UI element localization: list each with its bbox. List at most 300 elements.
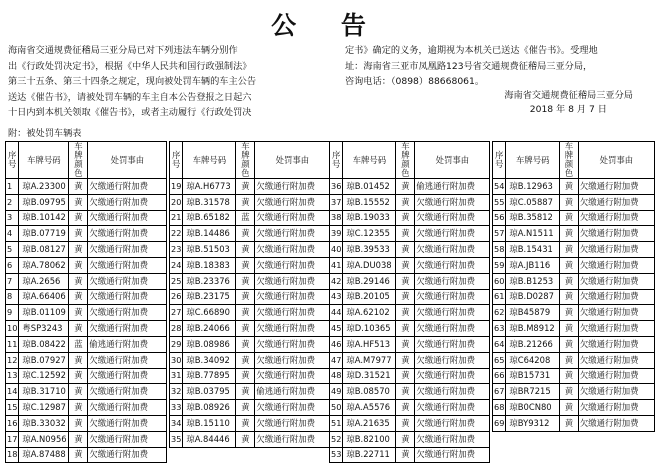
row-reason: 欠缴通行附加费 [578,210,654,226]
row-color: 黄 [69,368,88,384]
row-reason: 欠缴通行附加费 [415,384,490,400]
table-row [6,384,167,400]
row-color: 黄 [396,194,415,210]
header-seq: 序号 [330,142,343,179]
row-seq: 53 [330,447,343,463]
table-row [170,242,330,258]
table-row [493,305,655,321]
row-plate: 琼B.B1253 [506,273,560,289]
notice-title: 公 告 [271,11,384,40]
row-seq: 35 [170,431,183,447]
table-row [6,447,167,463]
table-row [493,179,655,195]
row-reason: 欠缴通行附加费 [88,257,167,273]
row-color: 黄 [560,352,579,368]
row-reason: 欠缴通行附加费 [415,194,490,210]
row-color: 黄 [560,242,579,258]
row-plate: 琼B.M8912 [506,321,560,337]
row-reason: 欠缴通行附加费 [578,242,654,258]
table-row [6,210,167,226]
row-reason: 欠缴通行附加费 [415,226,490,242]
row-plate: 琼A.62102 [343,305,396,321]
table-row [170,384,330,400]
vehicle-table-1 [5,141,167,463]
row-plate: 琼B.15431 [506,242,560,258]
table-row [493,368,655,384]
table-row [170,352,330,368]
row-plate: 琼B.21266 [506,336,560,352]
row-plate: 琼B.08986 [183,336,236,352]
row-seq: 2 [6,194,19,210]
row-seq: 12 [6,352,19,368]
issuer-signature: 海南省交通规费征稽局三亚分局 [504,90,633,101]
row-reason: 欠缴通行附加费 [415,431,490,447]
row-reason: 欠缴通行附加费 [255,210,330,226]
row-plate: 琼B.34092 [183,352,236,368]
row-reason: 欠缴通行附加费 [578,400,654,416]
row-plate: 琼B.77895 [183,368,236,384]
row-color: 黄 [396,210,415,226]
row-seq: 25 [170,273,183,289]
header-plate: 车牌号码 [343,142,396,179]
row-color: 黄 [560,210,579,226]
row-reason: 欠缴通行附加费 [578,194,654,210]
row-plate: 琼A.JB116 [506,257,560,273]
table-row [330,431,490,447]
table-row [6,352,167,368]
table-row [493,384,655,400]
row-reason: 欠缴通行附加费 [255,400,330,416]
header-reason: 处罚事由 [88,142,167,179]
header-reason: 处罚事由 [255,142,330,179]
row-seq: 40 [330,242,343,258]
row-reason: 欠缴通行附加费 [415,415,490,431]
table-header-row [330,142,490,179]
table-row [493,336,655,352]
row-reason: 欠缴通行附加费 [255,415,330,431]
row-reason: 欠缴通行附加费 [255,431,330,447]
header-plate: 车牌号码 [19,142,69,179]
row-plate: 琼B.14486 [183,226,236,242]
row-plate: 琼B.29146 [343,273,396,289]
table-row [170,415,330,431]
row-seq: 44 [330,305,343,321]
row-color: 黄 [69,289,88,305]
row-color: 黄 [396,242,415,258]
row-color: 黄 [560,194,579,210]
row-seq: 57 [493,226,506,242]
row-reason: 欠缴通行附加费 [415,400,490,416]
row-seq: 51 [330,415,343,431]
table-row [330,384,490,400]
table-row [330,257,490,273]
row-plate: 琼B.08422 [19,336,69,352]
row-plate: 琼B.19033 [343,210,396,226]
row-seq: 17 [6,431,19,447]
row-reason: 欠缴通行附加费 [415,336,490,352]
row-plate: 琼B.20105 [343,289,396,305]
row-reason: 欠缴通行附加费 [88,273,167,289]
row-seq: 62 [493,305,506,321]
row-seq: 1 [6,179,19,195]
row-reason: 欠缴通行附加费 [255,336,330,352]
row-seq: 27 [170,305,183,321]
row-plate: 琼B.24066 [183,321,236,337]
row-plate: 琼A.84446 [183,431,236,447]
table-row [170,305,330,321]
table-row [170,400,330,416]
row-plate: 琼B15731 [506,368,560,384]
row-reason: 偷逃通行附加费 [88,336,167,352]
row-color: 黄 [560,305,579,321]
row-color: 黄 [396,352,415,368]
row-plate: 琼B.03795 [183,384,236,400]
row-color: 黄 [69,242,88,258]
header-seq: 序号 [6,142,19,179]
table-row [6,336,167,352]
row-plate: 琼B.82100 [343,431,396,447]
row-color: 黄 [236,194,255,210]
row-reason: 欠缴通行附加费 [255,257,330,273]
row-seq: 19 [170,179,183,195]
row-seq: 63 [493,321,506,337]
notice-paragraph-left [8,43,256,121]
row-color: 黄 [560,400,579,416]
row-plate: 琼A.N1511 [506,226,560,242]
row-seq: 61 [493,289,506,305]
row-plate: 琼B.08127 [19,242,69,258]
row-reason: 欠缴通行附加费 [88,431,167,447]
table-row [330,447,490,463]
row-seq: 65 [493,352,506,368]
table-row [170,257,330,273]
row-seq: 52 [330,431,343,447]
table-row [170,226,330,242]
row-color: 黄 [236,273,255,289]
table-row [330,415,490,431]
row-color: 黄 [560,384,579,400]
row-plate: 琼B.01109 [19,305,69,321]
row-reason: 欠缴通行附加费 [88,194,167,210]
row-color: 黄 [69,226,88,242]
row-plate: 琼B.31710 [19,384,69,400]
row-color: 黄 [560,368,579,384]
row-reason: 欠缴通行附加费 [88,305,167,321]
header-reason: 处罚事由 [578,142,654,179]
table-row [6,400,167,416]
row-plate: 琼A.DU038 [343,257,396,273]
row-color: 黄 [236,289,255,305]
table-row [170,273,330,289]
row-color: 黄 [69,321,88,337]
row-plate: 琼B.65182 [183,210,236,226]
row-seq: 29 [170,336,183,352]
row-reason: 欠缴通行附加费 [415,305,490,321]
table-row [6,289,167,305]
row-color: 黄 [69,305,88,321]
row-seq: 58 [493,242,506,258]
row-plate: 粤SP3243 [19,321,69,337]
row-seq: 14 [6,384,19,400]
row-plate: 琼B.35812 [506,210,560,226]
row-reason: 欠缴通行附加费 [578,305,654,321]
row-color: 蓝 [236,210,255,226]
row-color: 黄 [69,447,88,463]
row-plate: 琼B.07927 [19,352,69,368]
row-plate: 琼A.A5576 [343,400,396,416]
row-seq: 34 [170,415,183,431]
row-seq: 5 [6,242,19,258]
row-seq: 23 [170,242,183,258]
row-color: 黄 [560,257,579,273]
row-color: 黄 [396,400,415,416]
table-row [330,321,490,337]
row-color: 黄 [396,321,415,337]
row-color: 黄 [69,384,88,400]
row-seq: 10 [6,321,19,337]
row-color: 黄 [396,179,415,195]
table-row [6,431,167,447]
row-reason: 欠缴通行附加费 [255,289,330,305]
row-color: 黄 [236,431,255,447]
row-color: 蓝 [69,336,88,352]
row-plate: 琼C.12355 [343,226,396,242]
row-reason: 欠缴通行附加费 [578,352,654,368]
row-color: 黄 [236,415,255,431]
table-row [330,289,490,305]
row-reason: 欠缴通行附加费 [255,194,330,210]
row-color: 黄 [69,273,88,289]
row-plate: 琼A.66406 [19,289,69,305]
row-color: 黄 [396,384,415,400]
header-reason: 处罚事由 [415,142,490,179]
row-reason: 欠缴通行附加费 [415,273,490,289]
row-plate: 琼A.HF513 [343,336,396,352]
row-plate: 琼B.51503 [183,242,236,258]
row-color: 黄 [236,305,255,321]
row-reason: 欠缴通行附加费 [255,321,330,337]
table-row [330,305,490,321]
row-seq: 64 [493,336,506,352]
row-plate: 琼B.15552 [343,194,396,210]
row-plate: 琼B.08926 [183,400,236,416]
row-reason: 欠缴通行附加费 [88,368,167,384]
row-reason: 欠缴通行附加费 [578,289,654,305]
row-plate: 琼C.05887 [506,194,560,210]
row-seq: 33 [170,400,183,416]
row-reason: 欠缴通行附加费 [415,321,490,337]
row-plate: 琼B.01452 [343,179,396,195]
row-color: 黄 [236,321,255,337]
vehicle-table-2 [169,141,330,448]
row-reason: 欠缴通行附加费 [88,226,167,242]
table-row [330,242,490,258]
row-seq: 50 [330,400,343,416]
row-reason: 欠缴通行附加费 [255,368,330,384]
table-row [6,273,167,289]
row-plate: 琼B.07719 [19,226,69,242]
table-row [493,415,655,431]
table-row [6,305,167,321]
vehicle-table-3 [329,141,490,463]
row-seq: 15 [6,400,19,416]
row-color: 黄 [560,179,579,195]
row-seq: 26 [170,289,183,305]
table-row [330,400,490,416]
row-color: 黄 [236,226,255,242]
table-row [170,210,330,226]
row-plate: 琼B.23175 [183,289,236,305]
row-seq: 46 [330,336,343,352]
row-reason: 欠缴通行附加费 [88,352,167,368]
row-plate: 琼B.23376 [183,273,236,289]
row-plate: 琼BY9312 [506,415,560,431]
row-color: 黄 [560,273,579,289]
table-header-row [170,142,330,179]
row-seq: 22 [170,226,183,242]
table-row [493,289,655,305]
row-seq: 24 [170,257,183,273]
row-reason: 欠缴通行附加费 [578,226,654,242]
table-row [493,226,655,242]
table-row [6,194,167,210]
row-plate: 琼B.15110 [183,415,236,431]
table-row [170,431,330,447]
table-row [493,194,655,210]
text-line: 送达《催告书》，请被处罚车辆的车主自本公告登报之日起六 [8,91,252,103]
table-row [330,368,490,384]
table-row [170,194,330,210]
row-seq: 48 [330,368,343,384]
row-seq: 67 [493,384,506,400]
table-header-row [493,142,655,179]
row-reason: 欠缴通行附加费 [578,273,654,289]
row-color: 黄 [396,226,415,242]
row-plate: 琼B.09795 [19,194,69,210]
row-plate: 琼BR7215 [506,384,560,400]
row-plate: 琼A.23300 [19,179,69,195]
row-color: 黄 [396,431,415,447]
table-row [6,257,167,273]
row-color: 黄 [236,368,255,384]
header-plate: 车牌号码 [183,142,236,179]
table-row [330,336,490,352]
row-color: 黄 [396,273,415,289]
row-plate: 琼B.D0287 [506,289,560,305]
attachment-label: 附：被处罚车辆表 [8,128,82,139]
table-row [6,226,167,242]
row-color: 黄 [560,226,579,242]
row-seq: 59 [493,257,506,273]
text-line: 址：海南省三亚市凤凰路123号省交通规费征稽局三亚分局， [345,60,593,72]
row-seq: 8 [6,289,19,305]
row-plate: 琼A.H6773 [183,179,236,195]
row-plate: 琼A.M7977 [343,352,396,368]
table-row [170,179,330,195]
row-reason: 欠缴通行附加费 [255,242,330,258]
table-row [330,194,490,210]
row-color: 黄 [560,336,579,352]
row-plate: 琼D.10365 [343,321,396,337]
row-seq: 30 [170,352,183,368]
row-color: 黄 [236,384,255,400]
table-row [330,273,490,289]
row-color: 黄 [396,447,415,463]
table-row [6,415,167,431]
row-plate: 琼B.22711 [343,447,396,463]
row-color: 黄 [396,415,415,431]
row-color: 黄 [69,257,88,273]
row-reason: 欠缴通行附加费 [578,179,654,195]
row-seq: 18 [6,447,19,463]
row-plate: 琼B45879 [506,305,560,321]
row-seq: 49 [330,384,343,400]
row-color: 黄 [236,352,255,368]
row-color: 黄 [396,289,415,305]
row-reason: 欠缴通行附加费 [88,447,167,463]
row-seq: 3 [6,210,19,226]
row-color: 黄 [396,257,415,273]
row-reason: 欠缴通行附加费 [88,321,167,337]
row-reason: 欠缴通行附加费 [415,368,490,384]
row-plate: 琼B.08570 [343,384,396,400]
row-seq: 41 [330,257,343,273]
row-plate: 琼B.10142 [19,210,69,226]
row-reason: 欠缴通行附加费 [88,400,167,416]
row-plate: 琼B.39533 [343,242,396,258]
row-plate: 琼C.12592 [19,368,69,384]
table-row [493,273,655,289]
row-plate: 琼C.12987 [19,400,69,416]
row-reason: 欠缴通行附加费 [88,415,167,431]
row-color: 黄 [69,194,88,210]
row-seq: 36 [330,179,343,195]
row-reason: 欠缴通行附加费 [88,179,167,195]
row-seq: 45 [330,321,343,337]
row-plate: 琼B.18383 [183,257,236,273]
header-plate: 车牌号码 [506,142,560,179]
row-reason: 欠缴通行附加费 [578,368,654,384]
header-color: 车牌颜色 [236,142,255,179]
row-plate: 琼B.33032 [19,415,69,431]
row-seq: 42 [330,273,343,289]
row-seq: 55 [493,194,506,210]
table-row [493,352,655,368]
row-color: 黄 [560,415,579,431]
row-reason: 欠缴通行附加费 [255,179,330,195]
header-color: 车牌颜色 [560,142,579,179]
text-line: 咨询电话：（0898）88668061。 [345,76,485,87]
row-plate: 琼A.87488 [19,447,69,463]
row-color: 黄 [69,431,88,447]
table-row [6,321,167,337]
row-seq: 32 [170,384,183,400]
row-reason: 欠缴通行附加费 [578,321,654,337]
table-row [330,210,490,226]
row-color: 黄 [236,400,255,416]
row-plate: 琼A.78062 [19,257,69,273]
row-plate: 琼A.N0956 [19,431,69,447]
row-seq: 31 [170,368,183,384]
row-reason: 欠缴通行附加费 [88,384,167,400]
text-line: 定书》确定的义务，逾期视为本机关已送达《催告书》。受理地 [345,45,598,56]
row-seq: 54 [493,179,506,195]
row-reason: 欠缴通行附加费 [578,257,654,273]
row-plate: 琼C64208 [506,352,560,368]
row-color: 黄 [560,289,579,305]
row-seq: 28 [170,321,183,337]
notice-paragraph-right [345,43,598,90]
